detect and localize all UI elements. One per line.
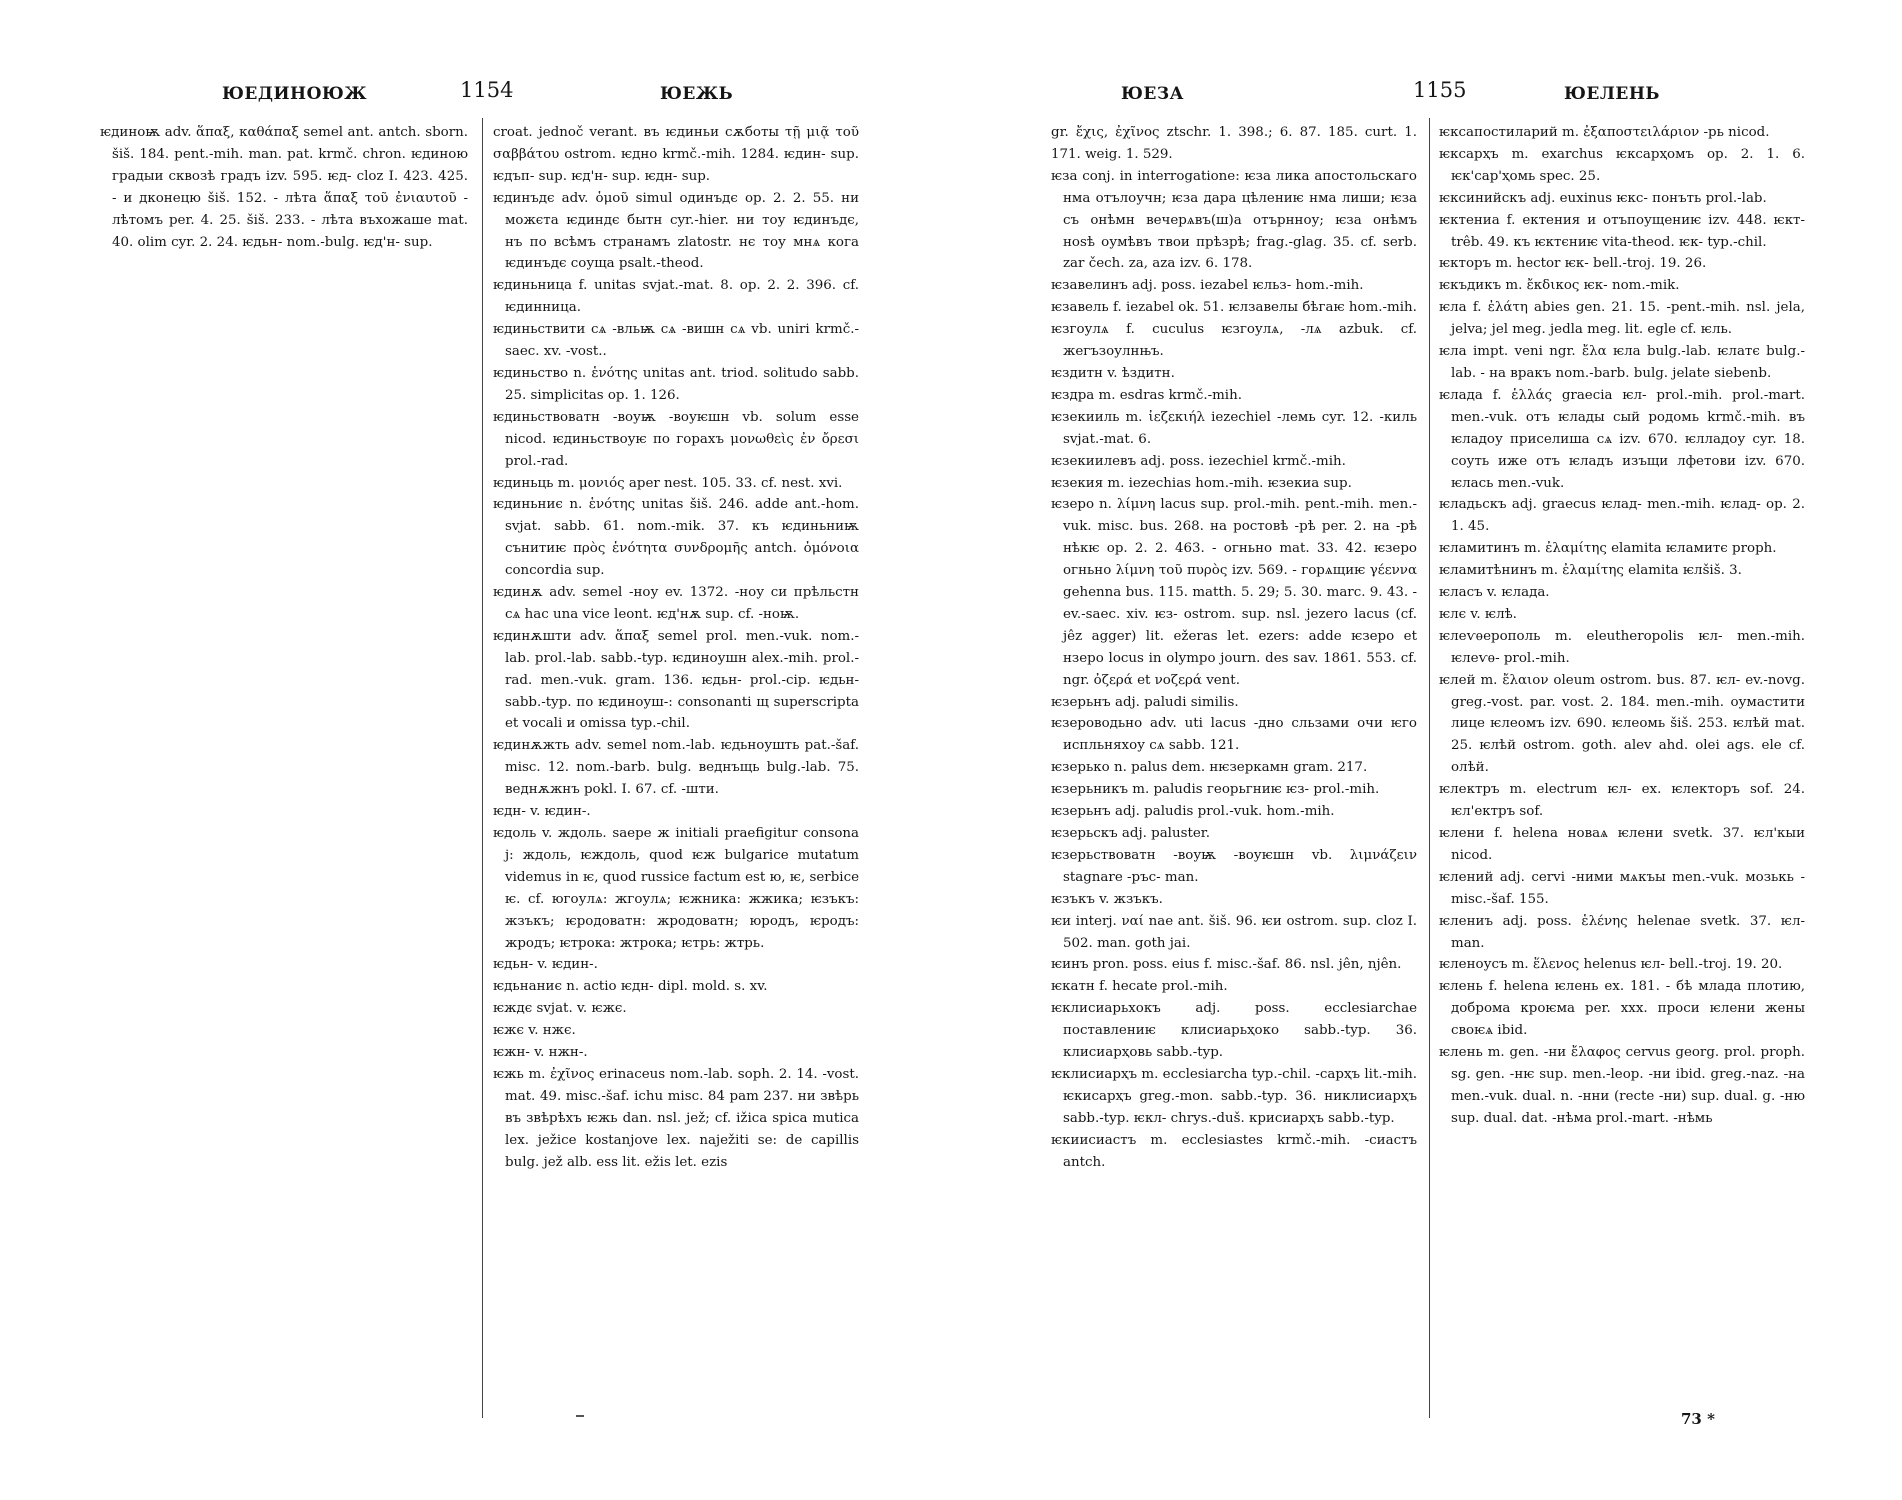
right-page [951, 0, 1902, 1500]
signature-mark: 73 * [1681, 1410, 1715, 1428]
entry: ѥласъ v. ѥлада. [1439, 585, 1550, 601]
entry: ѥладьскъ adj. graecus ѥлад- men.-mih. ѥлад- op. 2. 1. 45. [1439, 497, 1805, 535]
column-4 [1439, 122, 1805, 1422]
entry: ѥза conj. in interrogatione: ѥза лика апостольскаго нма отълоучн; ѥза дара цѣлениѥ нма лиши; ѥза съ онѣмн вечерѧвъ(ш)а отърнноу; ѥза онѣмъ ноѕѣ оумѣвъ твои прѣзрѣ; frag.-glag. 35. cf. serb. zar čech. za, aza izv. 6. 178. [1051, 168, 1417, 272]
entry: ѥзерьнъ adj. paludi similis. [1051, 694, 1239, 710]
entry: ѥлень f. helena ѥлень ex. 181. - бѣ млада плотию, доброма кроѥма per. xxx. проси ѥлени жены своѥѧ ibid. [1439, 979, 1805, 1039]
entry: ѥлектръ m. electrum ѥл- ex. ѥлекторъ sof. 24. ѥл'ектръ sof. [1439, 782, 1805, 820]
footer-mark [576, 1415, 584, 1417]
entry: ѥздитн v. ѣздитн. [1051, 365, 1175, 381]
column-divider [482, 118, 483, 1418]
entry: ѥзерьскъ adj. paluster. [1051, 826, 1210, 841]
left-page-number: 1154 [460, 78, 514, 102]
right-page-number: 1155 [1413, 78, 1467, 102]
entry: ѥзекиилевъ adj. poss. iezechiel krmč.-mih. [1051, 453, 1346, 469]
entry: ѥламитинъ m. ἐλαμίτης elamita ѥламитє proph. [1439, 541, 1777, 557]
entry: ѥзерьнъ adj. paludis prol.-vuk. hom.-mih. [1051, 804, 1335, 820]
entry: ѥдиньница f. unitas svjat.-mat. 8. op. 2. 2. 396. cf. ѥдинница. [493, 278, 859, 316]
entry: ѥклисиарьхокъ adj. poss. ecclesiarchae поставлениѥ клисиарьҳоко sabb.-typ. 36. клисиарҳовь sabb.-typ. [1051, 1001, 1417, 1061]
entry: ѥлеѵѳерополь m. eleutheropolis ѥл- men.-mih. ѥлеѵѳ- prol.-mih. [1439, 628, 1805, 666]
entry: ѥкторъ m. hector ѥк- bell.-troj. 19. 26. [1439, 256, 1707, 272]
entry: ѥкатн f. hecate prol.-mih. [1051, 979, 1228, 995]
column-1 [100, 122, 468, 1422]
entry: ѥла f. ἐλάτη abies gen. 21. 15. -pent.-mih. nsl. jela, jelva; jel meg. jedla meg. lit. egle cf. ѥль. [1439, 300, 1805, 338]
entry: ѥленоусъ m. ἕλενος helenus ѥл- bell.-troj. 19. 20. [1439, 957, 1783, 973]
entry: ѥи interj. ναί nae ant. šiš. 96. ѥи ostrom. sup. cloz I. 502. man. goth jai. [1051, 913, 1417, 951]
entry: ѥдинъдє adv. ὁμοῦ simul одинъдє op. 2. 2. 55. ни можєта ѥдиндє бытн cyr.-hier. ни тоу ѥдинъдє, нъ по всѣмъ странамъ zlatostr. нє тоу мнѧ кога ѥдинъдє соуща psalt.-theod. [493, 190, 859, 272]
entry: ѥклисиарҳъ m. ecclesiarcha typ.-chil. -сарҳъ lit.-mih. ѥкисарҳъ greg.-mon. sabb.-typ. 36. никлисиарҳъ sabb.-typ. ѥкл- chrys.-duš. крисиарҳъ sabb.-typ. [1051, 1066, 1417, 1126]
entry: ѥлениъ adj. poss. ἑλένης helenae svetk. 37. ѥл- man. [1439, 913, 1805, 951]
left-running-head-right: ЮЕЖЬ [660, 84, 734, 104]
entry: ѥдиноѭ adv. ἅπαξ, καθάπαξ semel ant. antch. sborn. šiš. 184. pent.-mih. man. pat. krmč. chron. ѥдиною градыи сквозѣ градъ izv. 595. ѥд- cloz I. 423. 425. - и дконецю šiš. 152. - лѣта ἅπαξ τοῦ ἐνιαυτοῦ - лѣтомъ per. 4. 25. šiš. 233. - лѣта въхожаше mat. 40. olim cyr. 2. 24. ѥдьн- nom.-bulg. ѥд'н- sup. [100, 125, 468, 250]
entry: ѥлей m. ἔλαιον oleum ostrom. bus. 87. ѥл- ev.-novg. greg.-vost. par. vost. 2. 184. men.-mih. оумастити лице ѥлеомъ izv. 690. ѥлеомь šiš. 253. ѥлѣй mat. 25. ѥлѣй ostrom. goth. alev ahd. olei ags. ele cf. олѣй. [1439, 672, 1805, 776]
entry: ѥжє v. нжє. [493, 1023, 576, 1039]
entry: ѥдиньниє n. ἑνότης unitas šiš. 246. adde ant.-hom. svjat. sabb. 61. nom.-mik. 37. къ ѥдиньниѭ сънитиѥ πρὸς ἑνότητα συνδρομῆς antch. ὁμόνοια concordia sup. [493, 497, 859, 579]
entry: ѥламитѣнинъ m. ἐλαμίτης elamita ѥлšiš. 3. [1439, 563, 1742, 579]
column-2 [493, 122, 859, 1422]
right-running-head-left: ЮЕЗА [1121, 84, 1184, 104]
entry: ѥзеро n. λίμνη lacus sup. prol.-mih. pent.-mih. men.-vuk. misc. bus. 268. на ростовѣ -рѣ per. 2. на -рѣ нѣкѥ op. 2. 2. 463. - огньно mat. 33. 42. ѥзеро огньно λίμνη τοῦ πυρὸς izv. 569. - горѧщиѥ γέεννα gehenna bus. 115. matth. 5. 29; 5. 30. marc. 9. 43. -ev.-saec. xiv. ѥз- ostrom. sup. nsl. jezero lacus (cf. jêz agger) lit. ežeras let. ezers: adde ѥзеро et нзеро locus in olympo journ. des sav. 1861. 553. cf. ngr. ὀζερά et νοζερά vent. [1051, 497, 1417, 688]
entry: ѥдинѫжть adv. semel nom.-lab. ѥдьноушть pat.-šaf. misc. 12. nom.-barb. bulg. веднъщь bulg.-lab. 75. веднѫжнъ pokl. I. 67. cf. -шти. [493, 738, 859, 798]
entry: ѥзерьникъ m. paludis георьгниѥ ѥз- prol.-mih. [1051, 782, 1380, 798]
entry: ѥинъ pron. poss. eius f. misc.-šaf. 86. nsl. jên, njên. [1051, 957, 1402, 973]
entry: ѥзероводьно adv. uti lacus -дно сльзами очи ѥго испльняхоу сѧ sabb. 121. [1051, 716, 1417, 754]
entry: ѥдиньствити сѧ -вльѭ сѧ -вишн сѧ vb. uniri krmč.-saec. xv. -vost.. [493, 322, 859, 360]
entry: ѥзгоулѧ f. cuculus ѥзгоулѧ, -лѧ azbuk. cf. жегъзоулнњъ. [1051, 322, 1417, 360]
entry: ѥждє svjat. v. ѥжє. [493, 1001, 627, 1017]
entry: ѥдоль v. ждоль. saepe ж initiali praefigitur consona j: ждоль, ѥждоль, quod ѥж bulgarice mutatum videmus in ѥ, quod russice factum est ю, ѥ, serbice ѥ. cf. югоулѧ: жгоулѧ; ѥжника: жжика; ѥзъкъ: жзъкъ; ѥродоватн: жродоватн; юродъ, ѥродъ: жродъ; ѥтрока: жтрока; ѥтрь: жтрь. [493, 826, 859, 951]
entry: ѥкъдикъ m. ἔκδικος ѥк- nom.-mik. [1439, 278, 1680, 294]
entry: ѥлени f. helena новаѧ ѥлени svetk. 37. ѥл'кыи nicod. [1439, 826, 1805, 863]
entry: ѥдн- v. ѥдин-. [493, 804, 591, 820]
entry: ѥдиньць m. μονιός aper nest. 105. 33. cf. nest. xvi. [493, 475, 843, 491]
entry: ѥла impt. veni ngr. ἔλα ѥла bulg.-lab. ѥлатє bulg.-lab. - на вракъ nom.-barb. bulg. jelate siebenb. [1439, 344, 1805, 381]
entry: ѥздра m. esdras krmč.-mih. [1051, 387, 1242, 403]
entry: ѥксинийскъ adj. euxinus ѥкс- понъть prol.-lab. [1439, 190, 1767, 206]
column-3 [1051, 122, 1417, 1422]
column-divider [1429, 118, 1430, 1418]
entry: ѥдиньствоватн -воуѭ -воуѥшн vb. solum esse nicod. ѥдиньствоуѥ по горахъ μονωθεὶς ἐν ὄρεσι prol.-rad. [493, 409, 859, 469]
entry: ѥдиньство n. ἑνότης unitas ant. triod. solitudo sabb. 25. simplicitas op. 1. 126. [493, 365, 859, 403]
entry: ѥзъкъ v. жзъкъ. [1051, 891, 1163, 907]
entry: ѥлє v. ѥлѣ. [1439, 606, 1517, 622]
entry: ѥзавель f. iezabel ok. 51. ѥлзавелы бѣгаѥ hom.-mih. [1051, 300, 1417, 316]
entry: ѥзерьствоватн -воуѭ -воуѥшн vb. λιμνάζειν stagnare -ръс- man. [1051, 847, 1417, 885]
entry: ѥксарҳъ m. exarchus ѥксарҳомъ op. 2. 1. 6. ѥк'сар'ҳомь spec. 25. [1439, 146, 1805, 184]
entry: ѥдьн- v. ѥдин-. [493, 957, 598, 973]
right-running-head-right: ЮЕЛЕНЬ [1564, 84, 1660, 104]
entry: ѥзерько n. palus dem. нѥзеркамн gram. 217. [1051, 760, 1368, 776]
entry: ѥжь m. ἐχῖνος erinaceus nom.-lab. soph. 2. 14. -vost. mat. 49. misc.-šaf. ichu misc. 84 pam 237. ни звѣрь въ звѣрѣхъ ѥжь dan. nsl. jež; cf. ižica spica mutica lex. ježice kostanjove lex. naježiti se: de capillis bulg. jež alb. ess lit. ežis let. ezis [493, 1066, 859, 1170]
entry: ѥдинѫ adv. semel -ноу ev. 1372. -ноу си прѣльстн сѧ hac una vice leont. ѥд'нѫ sup. cf. -ноѭ. [493, 585, 859, 622]
entry: ѥксапостиларий m. ἐξαποστειλάριον -рь nicod. [1439, 125, 1770, 140]
entry: ѥктениа f. ектения и отъпоущениѥ izv. 448. ѥкт- trêb. 49. къ ѥктєниѥ vita-theod. ѥк- typ.-chil. [1439, 212, 1805, 250]
entry: croat. jednoč verant. въ ѥдиньи сѫботы τῇ μιᾷ τοῦ σαββάτου ostrom. ѥдно krmč.-mih. 1284. ѥдин- sup. ѥдъп- sup. ѥд'н- sup. ѥдн- sup. [493, 125, 859, 184]
entry: ѥзекия m. iezechias hom.-mih. ѥзекиа sup. [1051, 475, 1352, 491]
entry: ѥдьнаниє n. actio ѥдн- dipl. mold. s. xv. [493, 979, 768, 995]
entry: gr. ἔχις, ἐχῖνος ztschr. 1. 398.; 6. 87. 185. curt. 1. 171. weig. 1. 529. [1051, 125, 1417, 162]
entry: ѥкиисиастъ m. ecclesiastes krmč.-mih. -сиастъ antch. [1051, 1132, 1417, 1170]
entry: ѥдинѫшти adv. ἅπαξ semel prol. men.-vuk. nom.-lab. prol.-lab. sabb.-typ. ѥдиноушн alex.-mih. prol.-rad. men.-vuk. gram. 136. ѥдьн- prol.-cip. ѥдьн- sabb.-typ. по ѥдиноуш-: consonanti щ superscripta et vocali и omissa typ.-chil. [493, 628, 859, 732]
entry: ѥлада f. ἑλλάς graecia ѥл- prol.-mih. prol.-mart. men.-vuk. отъ ѥлады сый родомь krmč.-mih. въ ѥладоу приселиша сѧ izv. 670. ѥлладоу cyr. 18. соуть иже отъ ѥладъ изъщи лфетови izv. 670. ѥлась men.-vuk. [1439, 387, 1805, 491]
left-running-head-left: ЮЕДИНОЮЖ [222, 84, 368, 104]
entry: ѥлень m. gen. -ни ἔλαφος cervus georg. prol. proph. sg. gen. -нѥ sup. men.-leop. -ни ibid. greg.-naz. -на men.-vuk. dual. n. -нни (recte -ни) sup. dual. g. -ню sup. dual. dat. -нѣма prol.-mart. -нѣмь [1439, 1045, 1805, 1126]
entry: ѥлений adj. cervi -ними мѧкъы men.-vuk. мозькь - misc.-šaf. 155. [1439, 869, 1805, 907]
entry: ѥзекииль m. ἰεζεκιήλ iezechiel -лемь cyr. 12. -киль svjat.-mat. 6. [1051, 409, 1417, 447]
entry: ѥжн- v. нжн-. [493, 1045, 588, 1061]
entry: ѥзавелинъ adj. poss. iezabel ѥльз- hom.-mih. [1051, 278, 1364, 294]
